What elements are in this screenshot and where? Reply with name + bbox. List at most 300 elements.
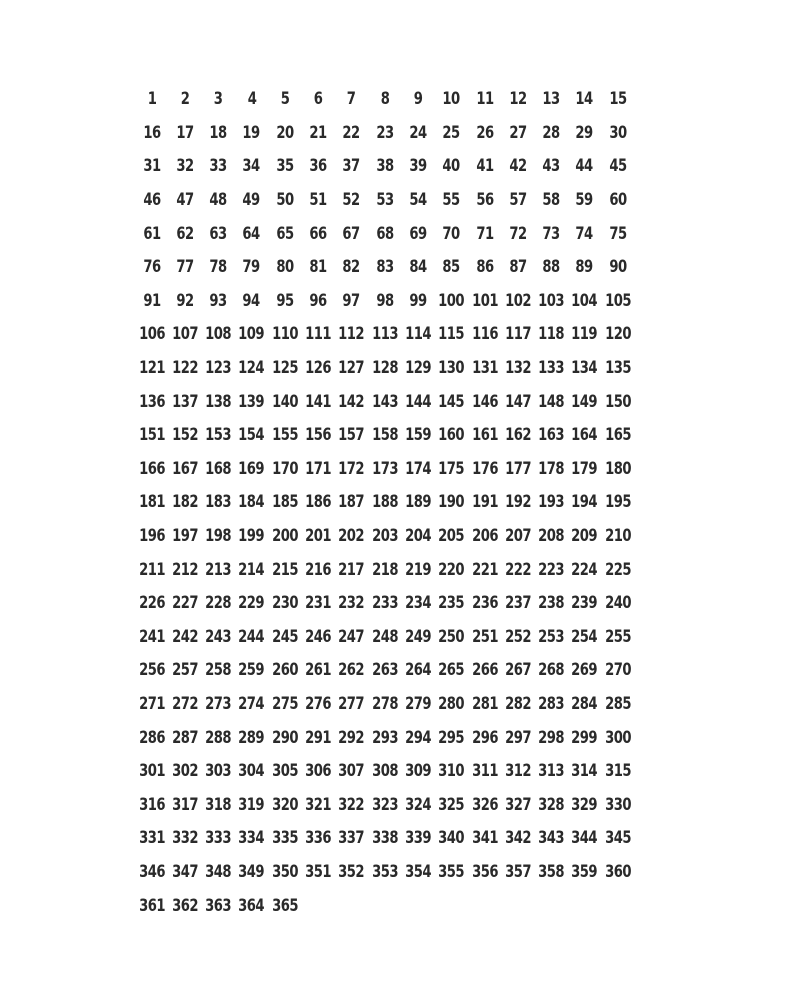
number-cell: 251 (471, 626, 498, 647)
number-cell: 265 (438, 660, 465, 681)
number-cell: 211 (138, 559, 165, 580)
number-cell: 314 (571, 761, 598, 782)
number-cell: 176 (471, 458, 498, 479)
number-cell: 239 (571, 593, 598, 614)
number-cell: 321 (305, 794, 332, 815)
number-cell: 197 (171, 526, 198, 547)
number-cell: 166 (138, 458, 165, 479)
number-cell: 266 (471, 660, 498, 681)
number-cell: 340 (438, 828, 465, 849)
number-cell: 93 (209, 290, 227, 311)
number-cell: 248 (371, 626, 398, 647)
number-cell: 308 (371, 761, 398, 782)
number-cell: 175 (438, 458, 465, 479)
number-cell: 222 (504, 559, 531, 580)
number-cell: 46 (143, 190, 161, 211)
number-cell: 355 (438, 861, 465, 882)
number-cell: 127 (338, 358, 365, 379)
number-cell: 36 (309, 156, 327, 177)
number-cell: 161 (471, 425, 498, 446)
number-cell: 121 (138, 358, 165, 379)
number-cell: 87 (509, 257, 527, 278)
number-cell: 153 (205, 425, 232, 446)
number-cell: 199 (238, 526, 265, 547)
number-cell: 160 (438, 425, 465, 446)
number-cell: 183 (205, 492, 232, 513)
number-cell: 67 (342, 223, 361, 244)
number-cell: 246 (305, 626, 332, 647)
number-cell: 328 (538, 794, 565, 815)
number-cell: 43 (542, 156, 560, 177)
number-cell: 196 (138, 526, 165, 547)
number-cell: 276 (305, 693, 332, 714)
number-cell: 23 (376, 122, 394, 143)
number-cell: 315 (604, 761, 631, 782)
number-cell: 353 (371, 861, 398, 882)
number-cell: 136 (138, 391, 165, 412)
number-cell: 50 (276, 190, 294, 211)
number-cell: 205 (438, 526, 465, 547)
number-cell: 334 (238, 828, 265, 849)
number-cell: 318 (205, 794, 232, 815)
number-cell: 149 (571, 391, 598, 412)
number-cell: 188 (371, 492, 398, 513)
number-cell: 210 (604, 526, 631, 547)
number-cell: 250 (438, 626, 465, 647)
number-cell: 17 (176, 122, 194, 143)
number-cell: 228 (205, 593, 232, 614)
number-cell: 271 (138, 693, 165, 714)
number-cell: 218 (371, 559, 398, 580)
number-cell: 124 (238, 358, 265, 379)
number-cell: 4 (247, 89, 256, 110)
number-cell: 1 (147, 89, 156, 110)
number-cell: 333 (205, 828, 232, 849)
number-cell: 327 (504, 794, 531, 815)
number-cell: 212 (171, 559, 198, 580)
number-cell: 336 (305, 828, 332, 849)
number-cell: 107 (171, 324, 198, 345)
number-cell: 305 (271, 761, 298, 782)
number-cell: 118 (538, 324, 565, 345)
number-cell: 71 (475, 223, 494, 244)
number-cell: 245 (271, 626, 298, 647)
number-cell: 339 (405, 828, 431, 849)
number-cell: 81 (309, 257, 327, 278)
number-cell: 293 (371, 727, 398, 748)
number-cell: 257 (171, 660, 198, 681)
number-cell: 221 (471, 559, 498, 580)
number-cell: 206 (471, 526, 498, 547)
number-cell: 12 (509, 89, 527, 110)
number-cell: 94 (242, 290, 261, 311)
number-cell: 233 (371, 593, 398, 614)
number-cell: 131 (471, 358, 498, 379)
number-cell: 80 (276, 257, 294, 278)
number-cell: 234 (405, 593, 431, 614)
number-cell: 350 (271, 861, 298, 882)
number-cell: 91 (143, 290, 161, 311)
number-cell: 258 (205, 660, 232, 681)
number-cell: 69 (409, 223, 427, 244)
number-cell: 123 (205, 358, 232, 379)
number-cell: 82 (342, 257, 361, 278)
number-cell: 103 (538, 290, 565, 311)
number-cell: 299 (571, 727, 598, 748)
number-cell: 184 (238, 492, 265, 513)
number-cell: 287 (171, 727, 198, 748)
number-cell: 84 (409, 257, 427, 278)
number-cell: 3 (213, 89, 223, 110)
number-cell: 295 (438, 727, 465, 748)
number-cell: 285 (604, 693, 631, 714)
number-cell: 9 (413, 89, 423, 110)
number-cell: 345 (604, 828, 631, 849)
number-cell: 21 (309, 122, 327, 143)
number-cell: 185 (271, 492, 298, 513)
number-cell: 320 (271, 794, 298, 815)
number-cell: 171 (305, 458, 332, 479)
number-cell: 32 (176, 156, 194, 177)
number-cell: 365 (271, 895, 298, 916)
number-cell: 54 (409, 190, 427, 211)
number-cell: 296 (471, 727, 498, 748)
number-cell: 313 (538, 761, 565, 782)
number-cell: 289 (238, 727, 265, 748)
number-cell: 203 (371, 526, 398, 547)
number-cell: 151 (138, 425, 165, 446)
number-cell: 26 (475, 122, 494, 143)
number-cell: 79 (242, 257, 261, 278)
number-cell: 7 (347, 89, 356, 110)
number-cell: 13 (542, 89, 560, 110)
number-cell: 292 (338, 727, 365, 748)
number-cell: 133 (538, 358, 565, 379)
number-cell: 198 (205, 526, 232, 547)
number-cell: 101 (471, 290, 498, 311)
number-cell: 359 (571, 861, 598, 882)
number-cell: 267 (504, 660, 531, 681)
number-cell: 283 (538, 693, 565, 714)
number-cell: 114 (405, 324, 431, 345)
number-cell: 156 (305, 425, 332, 446)
number-cell: 41 (475, 156, 494, 177)
number-cell: 22 (342, 122, 361, 143)
number-cell: 262 (338, 660, 365, 681)
number-cell: 106 (138, 324, 165, 345)
number-cell: 163 (538, 425, 565, 446)
number-cell: 135 (604, 358, 631, 379)
number-cell: 343 (538, 828, 565, 849)
number-cell: 85 (442, 257, 460, 278)
number-cell: 95 (276, 290, 294, 311)
number-cell: 30 (609, 122, 627, 143)
number-cell: 204 (405, 526, 431, 547)
number-cell: 134 (571, 358, 598, 379)
number-cell: 181 (138, 492, 165, 513)
number-cell: 38 (376, 156, 394, 177)
number-cell: 306 (305, 761, 332, 782)
number-cell: 341 (471, 828, 498, 849)
number-cell: 332 (171, 828, 198, 849)
number-cell: 152 (171, 425, 198, 446)
number-cell: 190 (438, 492, 465, 513)
number-cell: 247 (338, 626, 365, 647)
number-cell: 311 (471, 761, 498, 782)
number-cell: 208 (538, 526, 565, 547)
number-cell: 325 (438, 794, 465, 815)
number-cell: 119 (571, 324, 598, 345)
number-cell: 354 (405, 861, 431, 882)
number-cell: 297 (504, 727, 531, 748)
number-cell: 201 (305, 526, 332, 547)
number-cell: 219 (405, 559, 431, 580)
number-cell: 215 (271, 559, 298, 580)
number-cell: 268 (538, 660, 565, 681)
number-cell: 364 (238, 895, 265, 916)
number-cell: 138 (205, 391, 232, 412)
number-cell: 290 (271, 727, 298, 748)
number-cell: 24 (409, 122, 427, 143)
number-cell: 57 (509, 190, 527, 211)
number-cell: 115 (438, 324, 465, 345)
number-cell: 65 (276, 223, 294, 244)
number-cell: 182 (171, 492, 198, 513)
number-cell: 288 (205, 727, 232, 748)
number-cell: 294 (405, 727, 431, 748)
number-cell: 226 (138, 593, 165, 614)
number-cell: 39 (409, 156, 427, 177)
number-cell: 338 (371, 828, 398, 849)
number-cell: 145 (438, 391, 465, 412)
number-cell: 120 (604, 324, 631, 345)
number-cell: 42 (509, 156, 527, 177)
number-cell: 302 (171, 761, 198, 782)
number-cell: 309 (405, 761, 431, 782)
number-cell: 132 (504, 358, 531, 379)
number-cell: 154 (238, 425, 265, 446)
number-cell: 260 (271, 660, 298, 681)
number-cell: 342 (504, 828, 531, 849)
number-cell: 143 (371, 391, 398, 412)
number-cell: 319 (238, 794, 265, 815)
number-cell: 177 (504, 458, 531, 479)
number-cell: 44 (575, 156, 594, 177)
number-cell: 214 (238, 559, 265, 580)
number-cell: 73 (542, 223, 560, 244)
number-grid (135, 83, 635, 923)
number-cell: 358 (538, 861, 565, 882)
number-cell: 122 (171, 358, 198, 379)
number-cell: 186 (305, 492, 332, 513)
number-cell: 165 (604, 425, 631, 446)
number-cell: 167 (171, 458, 198, 479)
number-cell: 8 (380, 89, 390, 110)
number-cell: 310 (438, 761, 465, 782)
number-cell: 16 (143, 122, 161, 143)
number-cell: 259 (238, 660, 265, 681)
number-cell: 59 (575, 190, 594, 211)
number-cell: 88 (542, 257, 560, 278)
number-cell: 252 (504, 626, 531, 647)
number-cell: 60 (609, 190, 627, 211)
number-cell: 58 (542, 190, 560, 211)
number-cell: 62 (176, 223, 194, 244)
number-cell: 49 (242, 190, 261, 211)
number-cell: 352 (338, 861, 365, 882)
number-cell: 174 (405, 458, 431, 479)
number-cell: 286 (138, 727, 165, 748)
number-cell: 108 (205, 324, 232, 345)
number-cell: 323 (371, 794, 398, 815)
number-cell: 346 (138, 861, 165, 882)
number-cell: 72 (509, 223, 527, 244)
number-cell: 125 (271, 358, 298, 379)
number-cell: 168 (205, 458, 232, 479)
number-cell: 140 (271, 391, 298, 412)
number-cell: 35 (276, 156, 294, 177)
number-cell: 337 (338, 828, 365, 849)
number-cell: 97 (342, 290, 361, 311)
number-cell: 335 (271, 828, 298, 849)
number-cell: 34 (242, 156, 261, 177)
number-cell: 45 (609, 156, 627, 177)
number-cell: 280 (438, 693, 465, 714)
number-cell: 109 (238, 324, 265, 345)
number-cell: 105 (604, 290, 631, 311)
number-cell: 193 (538, 492, 565, 513)
number-cell: 225 (604, 559, 631, 580)
number-cell: 70 (442, 223, 460, 244)
number-cell: 255 (604, 626, 631, 647)
number-cell: 229 (238, 593, 265, 614)
number-cell: 347 (171, 861, 198, 882)
number-cell: 99 (409, 290, 427, 311)
number-cell: 261 (305, 660, 332, 681)
number-cell: 63 (209, 223, 227, 244)
number-cell: 200 (271, 526, 298, 547)
number-cell: 307 (338, 761, 365, 782)
number-cell: 291 (305, 727, 332, 748)
number-cell: 274 (238, 693, 265, 714)
number-cell: 322 (338, 794, 365, 815)
number-cell: 158 (371, 425, 398, 446)
number-cell: 216 (305, 559, 332, 580)
number-cell: 117 (504, 324, 531, 345)
number-cell: 6 (313, 89, 323, 110)
number-cell: 14 (575, 89, 594, 110)
number-cell: 111 (305, 324, 332, 345)
number-cell: 284 (571, 693, 598, 714)
number-cell: 159 (405, 425, 431, 446)
number-cell: 263 (371, 660, 398, 681)
number-cell: 28 (542, 122, 560, 143)
number-cell: 86 (475, 257, 494, 278)
number-cell: 179 (571, 458, 598, 479)
number-cell: 139 (238, 391, 265, 412)
number-cell: 53 (376, 190, 394, 211)
number-cell: 128 (371, 358, 398, 379)
number-cell: 102 (504, 290, 531, 311)
number-cell: 142 (338, 391, 365, 412)
number-cell: 356 (471, 861, 498, 882)
number-cell: 300 (604, 727, 631, 748)
number-cell: 146 (471, 391, 498, 412)
number-cell: 249 (405, 626, 431, 647)
number-cell: 316 (138, 794, 165, 815)
number-cell: 11 (475, 89, 494, 110)
number-cell: 144 (405, 391, 431, 412)
number-cell: 217 (338, 559, 365, 580)
number-cell: 224 (571, 559, 598, 580)
number-cell: 279 (405, 693, 431, 714)
number-cell: 223 (538, 559, 565, 580)
number-cell: 304 (238, 761, 265, 782)
number-cell: 31 (143, 156, 161, 177)
number-cell: 209 (571, 526, 598, 547)
number-cell: 317 (171, 794, 198, 815)
number-cell: 303 (205, 761, 232, 782)
number-cell: 157 (338, 425, 365, 446)
number-cell: 129 (405, 358, 431, 379)
number-cell: 344 (571, 828, 598, 849)
number-cell: 235 (438, 593, 465, 614)
number-cell: 232 (338, 593, 365, 614)
number-cell: 326 (471, 794, 498, 815)
number-cell: 230 (271, 593, 298, 614)
number-cell: 169 (238, 458, 265, 479)
number-cell: 55 (442, 190, 460, 211)
number-cell: 92 (176, 290, 194, 311)
number-cell: 147 (504, 391, 531, 412)
number-cell: 264 (405, 660, 431, 681)
number-cell: 68 (376, 223, 394, 244)
number-cell: 61 (143, 223, 161, 244)
number-cell: 98 (376, 290, 394, 311)
number-cell: 227 (171, 593, 198, 614)
number-cell: 64 (242, 223, 261, 244)
number-cell: 74 (575, 223, 594, 244)
number-cell: 237 (504, 593, 531, 614)
number-cell: 278 (371, 693, 398, 714)
number-cell: 349 (238, 861, 265, 882)
number-cell: 242 (171, 626, 198, 647)
number-cell: 272 (171, 693, 198, 714)
number-cell: 155 (271, 425, 298, 446)
number-cell: 90 (609, 257, 627, 278)
number-cell: 2 (180, 89, 190, 110)
number-cell: 5 (280, 89, 290, 110)
number-cell: 112 (338, 324, 365, 345)
number-cell: 357 (504, 861, 531, 882)
number-cell: 116 (471, 324, 498, 345)
number-cell: 298 (538, 727, 565, 748)
number-cell: 273 (205, 693, 232, 714)
number-cell: 172 (338, 458, 365, 479)
number-cell: 66 (309, 223, 327, 244)
number-cell: 141 (305, 391, 332, 412)
number-cell: 192 (504, 492, 531, 513)
number-cell: 51 (309, 190, 327, 211)
number-cell: 19 (242, 122, 261, 143)
number-cell: 76 (143, 257, 161, 278)
number-cell: 148 (538, 391, 565, 412)
number-cell: 240 (604, 593, 631, 614)
number-cell: 238 (538, 593, 565, 614)
number-cell: 37 (342, 156, 361, 177)
number-cell: 83 (376, 257, 394, 278)
number-cell: 244 (238, 626, 265, 647)
